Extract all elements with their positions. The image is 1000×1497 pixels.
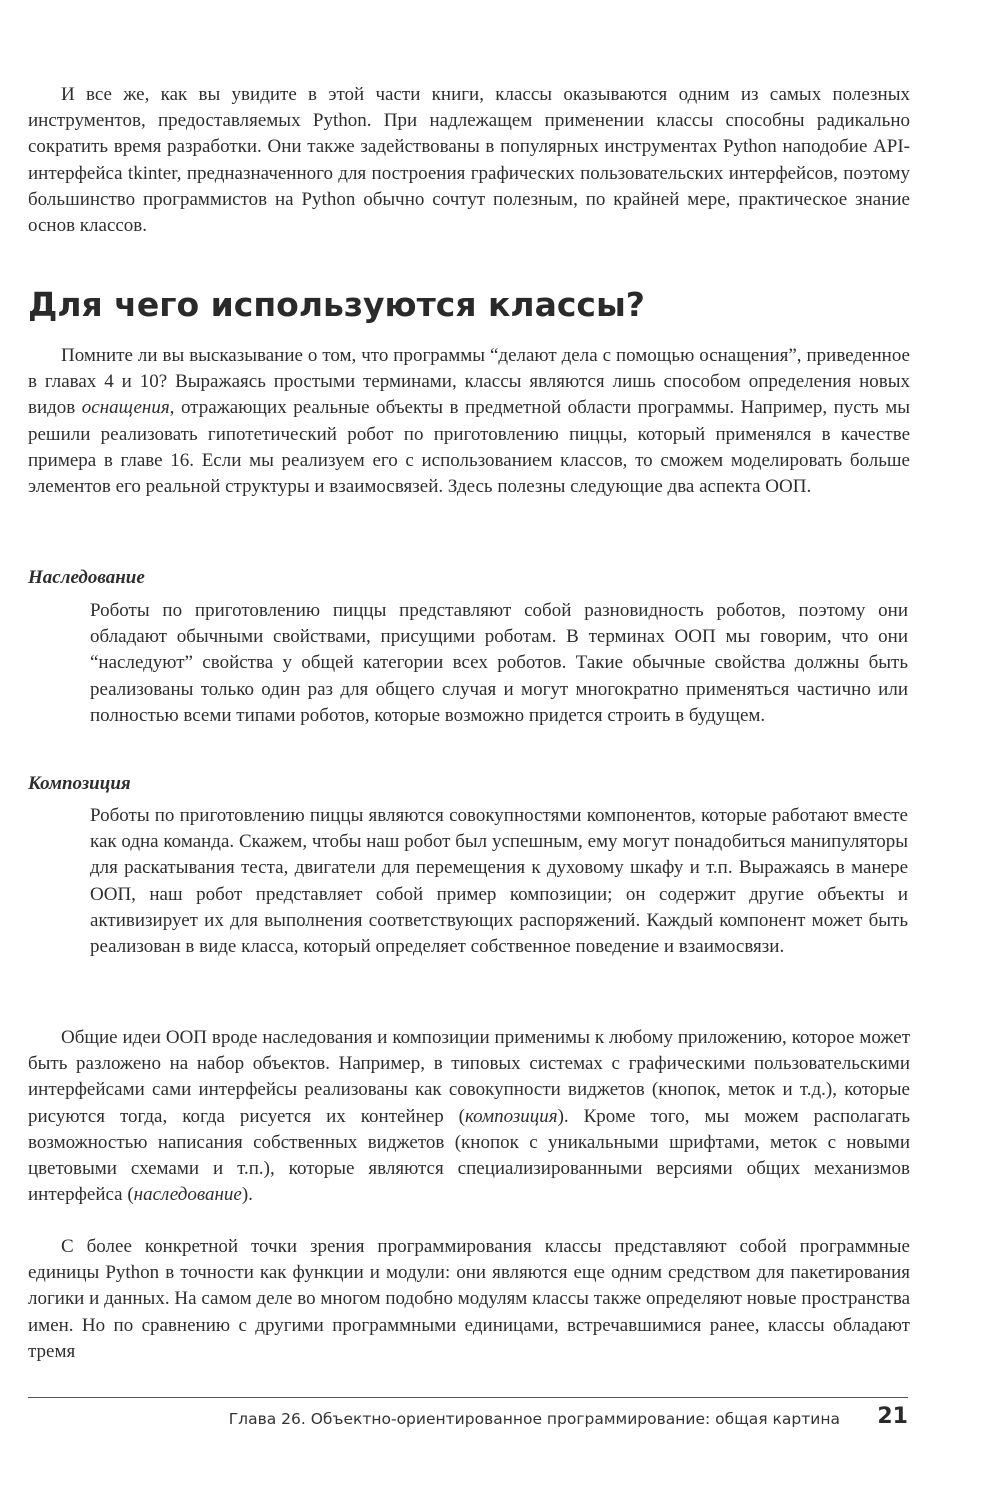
intro-paragraph: И все же, как вы увидите в этой части книги, классы оказываются одним из самых полезных инструментов, предоставляемых Python. При надлежащем применении классы способны радикально сократить время разработки. Они также задействованы в популярных инструментах Python наподобие API-интерфейса tkinter, предназначенного для построения графических пользовательских интерфейсов, поэтому большинство программистов на Python обычно сочтут полезным, по крайней мере, практическое знание основ классов. bbox=[28, 84, 910, 237]
definition-term-inheritance: Наследование bbox=[28, 567, 145, 588]
emphasis-term-inheritance: наследование bbox=[133, 1184, 242, 1206]
program-units-paragraph: С более конкретной точки зрения программирования классы представляют собой программные единицы Python в точности как функции и модули: они являются еще одним средством для пакетирования логики и данных. На самом деле во многом подобно модулям классы также определяют новые пространства имен. Но по сравнению с другими программными единицами, встречавшимися ранее, классы обладают тремя bbox=[28, 1236, 910, 1362]
definition-term-composition: Композиция bbox=[28, 773, 131, 794]
footer-divider bbox=[28, 1397, 908, 1398]
oop-ideas-text-2: ). Кроме того, мы можем располагать возможностью написания собственных виджетов (кнопок с уникальными шрифтами, меток с новыми цветовыми схемами и т.п.), которые являются специализированными версиями общих механизмов интерфейса ( bbox=[28, 1105, 911, 1206]
emphasis-term-equipment: оснащения bbox=[81, 397, 170, 419]
running-footer-chapter-title: Глава 26. Объектно-ориентированное программирование: общая картина bbox=[228, 1410, 840, 1428]
oop-ideas-text-1: Общие идеи ООП вроде наследования и композиции применимы к любому приложению, которое может быть разложено на набор объектов. Например, в типовых системах с графическими пользовательскими интерфейсами сами интерфейсы реализованы как совокупности виджетов (кнопок, меток и т.д.), которые рисуются тогда, когда рисуется их контейнер ( bbox=[28, 1027, 910, 1127]
page-number: 21 bbox=[877, 1404, 908, 1429]
emphasis-term-composition: композиция bbox=[465, 1105, 558, 1127]
oop-ideas-text-3: ). bbox=[241, 1184, 253, 1206]
oop-ideas-paragraph bbox=[28, 1025, 910, 1208]
definition-text-inheritance: Роботы по приготовлению пиццы представляют собой разновидность роботов, поэтому они обладают обычными свойствами, присущими роботам. В терминах ООП мы говорим, что они “наследуют” свойства у общей категории всех роботов. Такие обычные свойства должны быть реализованы только один раз для общего случая и могут многократно применяться частично или полностью всеми типами роботов, которые возможно придется строить в будущем. bbox=[90, 600, 908, 726]
definition-text-composition: Роботы по приготовлению пиццы являются совокупностями компонентов, которые работают вместе как одна команда. Скажем, чтобы наш робот был успешным, ему могут понадобиться манипуляторы для раскатывания теста, двигатели для перемещения к духовому шкафу и т.п. Выражаясь в манере ООП, наш робот представляет собой пример композиции; он содержит другие объекты и активизирует их для выполнения соответствующих распоряжений. Каждый компонент может быть реализован в виде класса, который определяет собственное поведение и взаимосвязи. bbox=[90, 805, 908, 958]
section-paragraph-text-start: Помните ли вы высказывание о том, что программы “делают дела с помощью оснащения”, приведенное в главах 4 и 10? Выражаясь простыми терминами, классы являются лишь способом определения новых видов bbox=[28, 345, 910, 419]
section-paragraph-text-end: , отражающих реальные объекты в предметной области программы. Например, пусть мы решили реализовать гипотетический робот по приготовлению пиццы, который применялся в качестве примера в главе 16. Если мы реализуем его с использованием классов, то сможем моделировать больше элементов его реальной структуры и взаимосвязей. Здесь полезны следующие два аспекта ООП. bbox=[28, 397, 910, 498]
section-heading: Для чего используются классы? bbox=[28, 285, 645, 324]
section-paragraph bbox=[28, 343, 910, 500]
